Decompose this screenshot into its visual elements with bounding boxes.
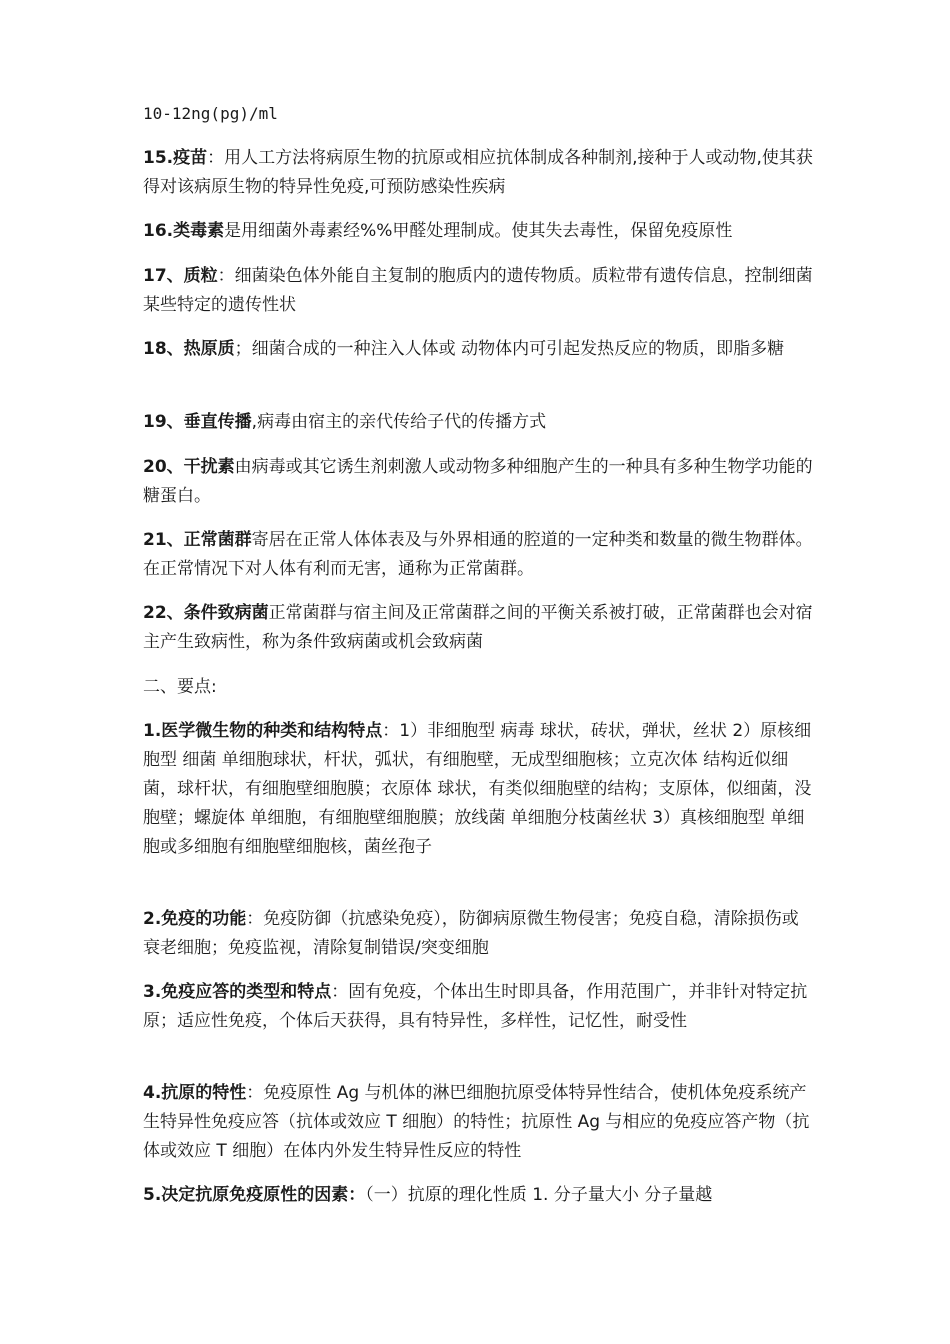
point-text: 免疫防御（抗感染免疫），防御病原微生物侵害；免疫自稳，清除损伤或衰老细胞；免疫监视，清除复制错误/突变细胞 <box>143 909 799 958</box>
point-term: 免疫应答的类型和特点 <box>161 982 332 1002</box>
definition-text: 细菌染色体外能自主复制的胞质内的遗传物质。质粒带有遗传信息，控制细菌某些特定的遗传性状 <box>143 266 813 315</box>
point-separator: ： <box>331 982 349 1002</box>
definition-number: 20、 <box>143 457 184 477</box>
definition-term: 热原质 <box>183 339 235 359</box>
definition-17 <box>143 262 815 320</box>
definition-text: 病毒由宿主的亲代传给子代的传播方式 <box>257 412 547 432</box>
point-4 <box>143 1079 815 1166</box>
point-number: 5. <box>143 1185 162 1205</box>
definition-term: 垂直传播 <box>183 412 252 432</box>
definition-number: 15. <box>143 148 174 168</box>
definition-separator: ； <box>234 339 252 359</box>
point-number: 2. <box>143 909 162 929</box>
definition-19 <box>143 408 815 437</box>
definition-22 <box>143 599 815 657</box>
definition-term: 干扰素 <box>183 457 235 477</box>
definition-text: 由病毒或其它诱生剂刺激人或动物多种细胞产生的一种具有多种生物学功能的糖蛋白。 <box>143 457 813 506</box>
definition-18 <box>143 335 815 364</box>
definition-number: 22、 <box>143 603 184 623</box>
definition-text: 细菌合成的一种注入人体或 动物体内可引起发热反应的物质，即脂多糖 <box>251 339 785 359</box>
point-number: 3. <box>143 982 162 1002</box>
point-separator: ： <box>382 721 400 741</box>
definition-20 <box>143 453 815 511</box>
definition-text: 用人工方法将病原生物的抗原或相应抗体制成各种制剂,接种于人或动物,使其获得对该病原生物的特异性免疫,可预防感染性疾病 <box>143 148 813 197</box>
point-term: 免疫的功能 <box>161 909 247 929</box>
point-term: 决定抗原免疫原性的因素： <box>161 1185 366 1205</box>
point-text: （一）抗原的理化性质 1. 分子量大小 分子量越 <box>365 1185 713 1205</box>
section-heading: 二、要点: <box>143 677 217 697</box>
definition-separator: , <box>251 412 258 432</box>
point-separator: ： <box>246 1083 264 1103</box>
point-5 <box>143 1181 815 1210</box>
definition-term: 正常菌群 <box>183 530 252 550</box>
point-separator: ： <box>246 909 264 929</box>
point-3 <box>143 978 815 1036</box>
point-text: 1）非细胞型 病毒 球状，砖状，弹状，丝状 2）原核细胞型 细菌 单细胞球状，杆状，弧状，有细胞壁，无成型细胞核；立克次体 结构近似细菌，球杆状，有细胞壁细胞膜；衣原体 球状，有类似细胞壁的结构；支原体，似细菌，没胞壁；螺旋体 单细胞，有细胞壁细胞膜；放线菌 单细胞分枝菌丝状 3）真核细胞型 单细胞或多细胞有细胞壁细胞核，菌丝孢子 <box>143 721 812 857</box>
point-2 <box>143 905 815 963</box>
definition-text: 寄居在正常人体体表及与外界相通的腔道的一定种类和数量的微生物群体。在正常情况下对人体有利而无害，通称为正常菌群。 <box>143 530 813 579</box>
definition-16 <box>143 217 815 246</box>
point-text: 固有免疫，个体出生时即具备，作用范围广，并非针对特定抗原；适应性免疫，个体后天获得，具有特异性，多样性，记忆性，耐受性 <box>143 982 808 1031</box>
definition-term: 疫苗 <box>173 148 208 168</box>
point-text: 免疫原性 Ag 与机体的淋巴细胞抗原受体特异性结合，使机体免疫系统产生特异性免疫应答（抗体或效应 T 细胞）的特性；抗原性 Ag 与相应的免疫应答产物（抗体或效应 T 细胞）在体内外发生特异性反应的特性 <box>143 1083 810 1161</box>
point-term: 抗原的特性 <box>161 1083 247 1103</box>
definition-term: 质粒 <box>183 266 218 286</box>
definition-separator: ： <box>207 148 225 168</box>
definition-21 <box>143 526 815 584</box>
definition-separator: ： <box>217 266 235 286</box>
definition-term: 类毒素 <box>173 221 225 241</box>
definition-number: 21、 <box>143 530 184 550</box>
point-number: 1. <box>143 721 162 741</box>
definition-text: 是用细菌外毒素经%%甲醛处理制成。使其失去毒性，保留免疫原性 <box>224 221 733 241</box>
unit-line: 10-12ng(pg)/ml <box>143 104 278 123</box>
point-1 <box>143 717 815 862</box>
definition-number: 17、 <box>143 266 184 286</box>
point-term: 医学微生物的种类和结构特点 <box>161 721 383 741</box>
definition-number: 19、 <box>143 412 184 432</box>
definition-term: 条件致病菌 <box>183 603 269 623</box>
definition-15 <box>143 144 815 202</box>
definition-text: 正常菌群与宿主间及正常菌群之间的平衡关系被打破，正常菌群也会对宿主产生致病性，称为条件致病菌或机会致病菌 <box>143 603 813 652</box>
definition-number: 16. <box>143 221 174 241</box>
point-number: 4. <box>143 1083 162 1103</box>
definition-number: 18、 <box>143 339 184 359</box>
